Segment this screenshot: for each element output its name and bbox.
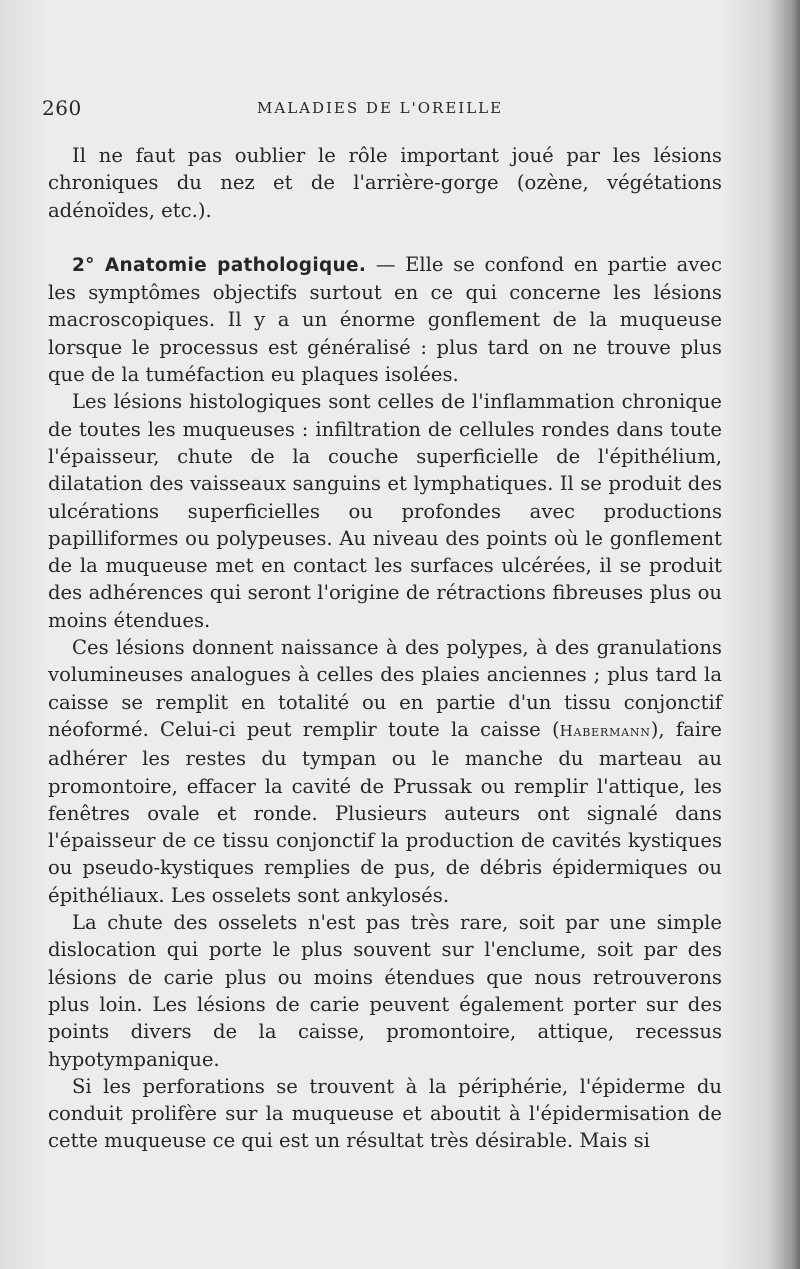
paragraph-anatomie-text: — Elle se confond en partie avec les symptômes objectifs surtout en ce qui concerne les lésions macroscopiques. Il y a un énorme gonflement de la muqueuse lorsque le processus est généralisé : plus tard on ne trouve plus que de la tuméfaction eu plaques isolées.	[48, 252, 722, 387]
page-header	[42, 96, 722, 122]
paragraph-intro: Il ne faut pas oublier le rôle important joué par les lésions chroniques du nez et de l'arrière-gorge (ozène, végétations adénoïdes, etc.).	[48, 144, 722, 222]
page-number: 260	[42, 96, 82, 120]
paragraph-anatomie	[48, 251, 722, 388]
paragraph-polypes	[48, 634, 722, 909]
paragraph-polypes-text-a: Ces lésions donnent naissance à des polypes, à des granulations volumineuses analogues à celles des plaies anciennes ; plus tard la caisse se remplit en totalité ou en partie d'un tissu conjonctif néoformé. Celui-ci peut remplir toute la caisse (	[48, 636, 722, 741]
page-body	[48, 142, 722, 1155]
paragraph-osselets: La chute des osselets n'est pas très rare, soit par une simple dislocation qui porte le plus souvent sur l'enclume, soit par des lésions de carie plus ou moins étendues que nous retrouverons plus loin. Les lésions de carie peuvent également porter sur des points divers de la caisse, promontoire, attique, recessus hypotympanique.	[48, 911, 722, 1071]
author-name: Habermann	[559, 721, 651, 740]
paragraph-histology: Les lésions histologiques sont celles de l'inflammation chronique de toutes les muqueuses : infiltration de cellules rondes dans toute l'épaisseur, chute de la couche superficielle de l'épithélium, dilatation des vaisseaux sanguins et lymphatiques. Il se produit des ulcérations superficielles ou profondes avec productions papilliformes ou polypeuses. Au niveau des points où le gonflement de la muqueuse met en contact les surfaces ulcérées, il se produit des adhérences qui seront l'origine de rétractions fibreuses plus ou moins étendues.	[48, 390, 722, 632]
paragraph-polypes-text-b: ), faire adhérer les restes du tympan ou le manche du marteau au promontoire, effacer la cavité de Prussak ou remplir l'attique, les fenêtres ovale et ronde. Plusieurs auteurs ont signalé dans l'épaisseur de ce tissu conjonctif la production de cavités kystiques ou pseudo-kystiques remplies de pus, de débris épidermiques ou épithéliaux. Les osselets sont ankylosés.	[48, 717, 723, 907]
running-head: MALADIES DE L'OREILLE	[257, 99, 504, 117]
section-title: 2° Anatomie pathologique.	[72, 254, 367, 276]
paragraph-perforations: Si les perforations se trouvent à la périphérie, l'épiderme du conduit prolifère sur la muqueuse et aboutit à l'épidermisation de cette muqueuse ce qui est un résultat très désirable. Mais si	[48, 1074, 722, 1153]
